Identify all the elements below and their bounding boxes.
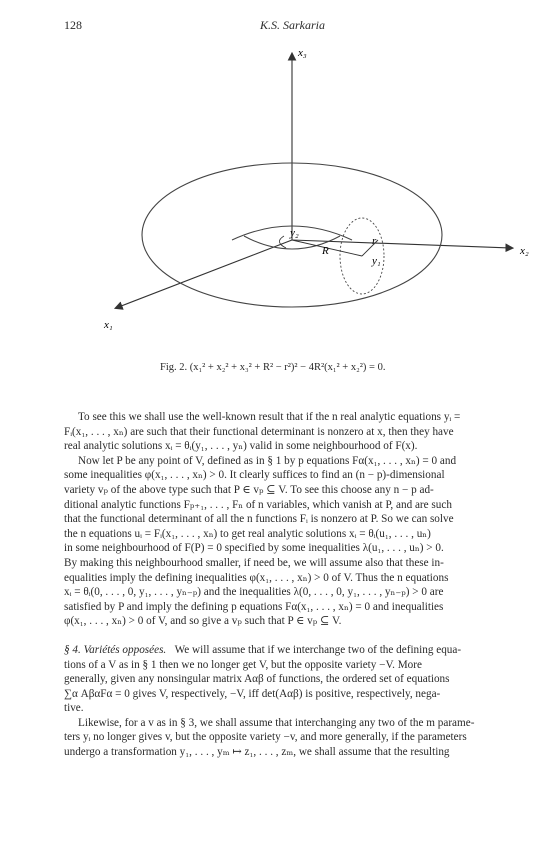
text-line: the n equations uᵢ = Fᵢ(x₁, . . . , xₙ) to get real analytic solutions xᵢ = θᵢ(u₁, . . . , uₙ): [64, 527, 431, 540]
label-R: R: [322, 245, 329, 257]
text-line: tions of a V as in § 1 then we no longer get V, but the opposite variety −V. More: [64, 658, 422, 671]
text-line: equalities imply the defining inequalities φ(x₁, . . . , xₙ) > 0 of V. Thus the n equations: [64, 571, 449, 584]
text-line: that the functional determinant of all the n functions Fᵢ is nonzero at P. So we can solve: [64, 513, 454, 526]
text-line: variety vₚ of the above type such that P ∈ vₚ ⊆ V. To see this choose any n − p ad-: [64, 483, 434, 496]
label-r: r: [372, 235, 377, 247]
text-line: some inequalities φ(x₁, . . . , xₙ) > 0. It clearly suffices to find an (n − p)-dimensional: [64, 469, 445, 482]
torus-diagram: [60, 40, 553, 360]
text-line: ∑α AβαFα = 0 gives V, respectively, −V, iff det(Aαβ) is positive, respectively, nega-: [64, 687, 441, 700]
text-line: φ(x₁, . . . , xₙ) > 0 of V, and so give a vₚ such that P ∈ vₚ ⊆ V.: [64, 615, 342, 628]
text-line: Fᵢ(x₁, . . . , xₙ) are such that their functional determinant is nonzero at x, then they have: [64, 425, 454, 438]
text-line: undergo a transformation y₁, . . . , yₘ ↦ z₁, . . . , zₘ, we shall assume that the resulting: [64, 746, 450, 759]
text-line: xᵢ = θᵢ(0, . . . , 0, y₁, . . . , yₙ₋ₚ) and the inequalities λ(0, . . . , 0, y₁, . . . , yₙ₋ₚ) > 0 are: [64, 586, 444, 599]
text-line: real analytic solutions xᵢ = θᵢ(y₁, . . . , yₙ) valid in some neighbourhood of F(x).: [64, 440, 418, 453]
text-line: By making this neighbourhood smaller, if need be, we will assume also that these in-: [64, 556, 444, 569]
text-line: ters yᵢ no longer gives v, but the opposite variety −v, and more generally, if the parameters: [64, 731, 467, 744]
text-line: ditional analytic functions Fₚ₊₁, . . . , Fₙ of n variables, which vanish at P, and are such: [64, 498, 452, 511]
x1-axis: [116, 240, 292, 308]
text-line: Now let P be any point of V, defined as in § 1 by p equations Fα(x₁, . . . , xₙ) = 0 and: [78, 454, 457, 467]
page-number: 128: [64, 18, 82, 32]
text-line: To see this we shall use the well-known result that if the n real analytic equations yᵢ =: [78, 411, 461, 423]
page-header: [0, 18, 553, 34]
paragraph-2: [64, 454, 553, 629]
text-line: [64, 643, 553, 658]
running-head: K.S. Sarkaria: [260, 18, 326, 32]
text-span: We will assume that if we interchange two of the defining equa-: [174, 643, 462, 656]
text-line: in some neighbourhood of F(P) = 0 specified by some inequalities λ(u₁, . . . , uₙ) > 0.: [64, 542, 444, 555]
torus-figure: [60, 40, 553, 360]
figure-caption: Fig. 2. (x₁² + x₂² + x₃² + R² − r²)² − 4R²(x₁² + x₂²) = 0.: [160, 362, 386, 373]
paragraph-1: [64, 410, 553, 454]
text-line: Likewise, for a v as in § 3, we shall assume that interchanging any two of the m parame-: [78, 716, 475, 729]
label-y1: y₁: [372, 255, 381, 267]
label-x2: x₂: [520, 245, 529, 257]
label-x1: x₁: [104, 319, 113, 331]
label-x3: x₃: [298, 47, 307, 59]
text-line: tive.: [64, 702, 84, 715]
section-heading: § 4. Variétés opposées.: [64, 643, 167, 656]
body-text: [64, 410, 553, 760]
text-line: generally, given any nonsingular matrix Aαβ of functions, the ordered set of equations: [64, 673, 450, 686]
paragraph-3: [64, 643, 553, 716]
text-line: satisfied by P and imply the defining p equations Fα(x₁, . . . , xₙ) = 0 and inequalities: [64, 600, 444, 613]
paragraph-4: [64, 716, 553, 760]
label-y2: y₂: [290, 227, 299, 239]
y1-curve: [279, 236, 286, 248]
